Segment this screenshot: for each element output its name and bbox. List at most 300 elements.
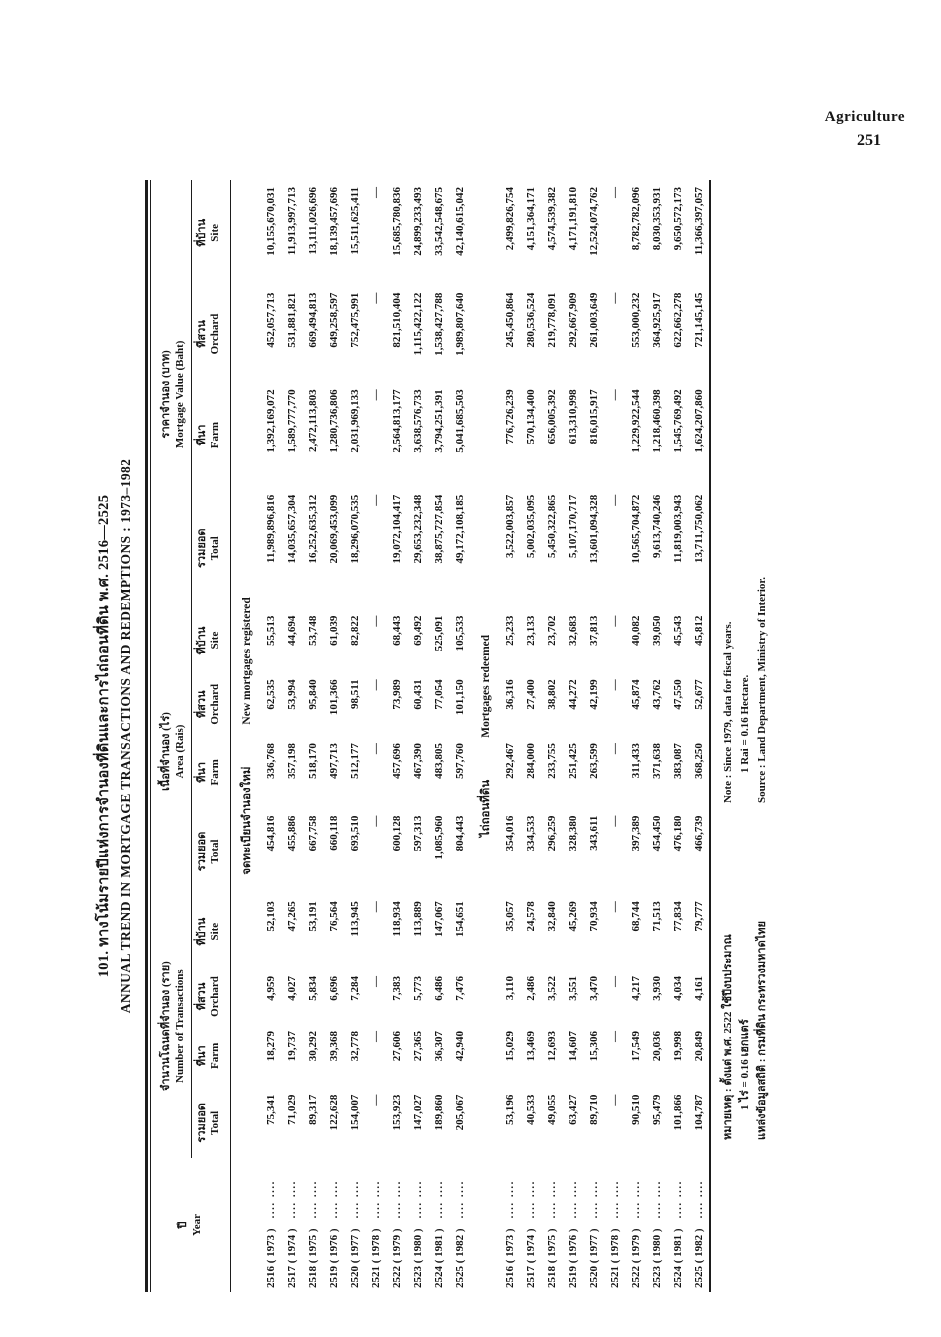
table-row — [646, 180, 667, 1292]
value-cell: — — [608, 389, 621, 401]
value-cell: — — [608, 679, 621, 691]
value-cell: 11,913,997,713 — [285, 187, 298, 256]
value-cell: 3,638,576,733 — [411, 389, 424, 453]
table-row — [583, 180, 604, 1292]
year-label: 2520 ( 1977 ) — [348, 1228, 361, 1288]
value-cell: 364,925,917 — [650, 292, 663, 348]
column-header-year: ปี Year — [151, 1158, 231, 1292]
value-cell: 32,683 — [566, 615, 579, 646]
value-cell: 8,030,353,931 — [650, 187, 663, 251]
value-cell: 7,284 — [348, 976, 361, 1001]
section-title-english: New mortgages registered — [240, 597, 253, 725]
value-cell: 14,607 — [566, 1030, 579, 1062]
value-cell: 292,667,909 — [566, 292, 579, 348]
leader-dots: .... .... — [608, 1180, 621, 1219]
value-cell: 5,773 — [411, 976, 424, 1001]
table-row — [281, 180, 302, 1292]
value-cell: 42,199 — [587, 679, 600, 710]
year-label: 2524 ( 1981 ) — [432, 1228, 445, 1288]
value-cell: 3,794,251,391 — [432, 389, 445, 453]
value-cell: 69,492 — [411, 615, 424, 646]
footnote-english-line: 1 Rai = 0.16 Hectare. — [739, 674, 752, 774]
group-header-area: เนื้อที่จำนอง (ไร่) Area (Rais) — [151, 609, 192, 895]
year-cell — [302, 1158, 323, 1292]
chapter-label: Agriculture — [824, 109, 905, 125]
year-label: 2517 ( 1974 ) — [285, 1228, 298, 1288]
value-cell: 804,443 — [453, 815, 466, 852]
value-cell: 10,155,670,031 — [264, 187, 277, 256]
value-cell: — — [369, 901, 382, 913]
leader-dots: .... .... — [369, 1180, 382, 1219]
value-cell: 113,889 — [411, 901, 424, 937]
value-cell: 20,069,453,099 — [327, 494, 340, 564]
value-cell: 24,578 — [524, 901, 537, 932]
leader-dots: .... .... — [671, 1180, 684, 1219]
value-cell: 2,472,113,803 — [306, 389, 319, 452]
value-cell: 37,813 — [587, 615, 600, 646]
value-cell: 693,510 — [348, 815, 361, 852]
footnote-thai-line: แหล่งข้อมูลสถิติ : กรมที่ดิน กระทรวงมหาดไทย — [756, 921, 769, 1140]
leader-dots: .... .... — [545, 1180, 558, 1219]
value-cell: 467,390 — [411, 743, 424, 779]
section-title-thai: จดทะเบียนจำนองใหม่ — [240, 766, 253, 875]
subheader-site: ที่บ้าน Site — [191, 180, 231, 286]
value-cell: 32,778 — [348, 1030, 361, 1062]
value-cell: 7,476 — [453, 976, 466, 1001]
value-cell: 261,003,649 — [587, 292, 600, 348]
value-cell: 19,737 — [285, 1030, 298, 1062]
value-cell: 53,196 — [503, 1094, 516, 1125]
table-row — [365, 180, 386, 1292]
value-cell: 328,380 — [566, 815, 579, 852]
value-cell: 553,000,232 — [629, 292, 642, 348]
value-cell: 47,550 — [671, 679, 684, 710]
year-label: 2519 ( 1976 ) — [566, 1228, 579, 1288]
table-title — [92, 180, 134, 1292]
value-cell: 251,425 — [566, 743, 579, 779]
section-title-english: Mortgages redeemed — [479, 634, 492, 738]
value-cell: 776,726,239 — [503, 389, 516, 445]
value-cell: 371,638 — [650, 743, 663, 779]
year-label: 2518 ( 1975 ) — [306, 1228, 319, 1288]
value-cell: 113,945 — [348, 901, 361, 937]
value-cell: 11,819,003,943 — [671, 494, 684, 563]
table-row — [323, 180, 344, 1292]
section-header — [470, 180, 499, 1292]
value-cell: 40,533 — [524, 1094, 537, 1125]
value-cell: 454,816 — [264, 815, 277, 852]
year-label: 2520 ( 1977 ) — [587, 1228, 600, 1288]
subheader-farm: ที่นา Farm — [191, 1024, 231, 1088]
year-label: 2524 ( 1981 ) — [671, 1228, 684, 1288]
value-cell: 219,778,091 — [545, 292, 558, 348]
section-header-row — [470, 180, 499, 1292]
value-cell: 233,755 — [545, 743, 558, 779]
value-cell: 62,535 — [264, 679, 277, 710]
value-cell: 649,258,597 — [327, 292, 340, 348]
year-cell — [428, 1158, 449, 1292]
value-cell: 1,115,422,122 — [411, 292, 424, 356]
value-cell: 147,067 — [432, 901, 445, 938]
value-cell: — — [369, 679, 382, 691]
footnote-thai-line: หมายเหตุ : ตั้งแต่ พ.ศ. 2522 ใช้ปีงบประมาณ — [722, 934, 734, 1140]
value-cell: 3,470 — [587, 976, 600, 1001]
value-cell: 721,145,145 — [692, 292, 705, 348]
subheader-total: รวมยอด Total — [191, 809, 231, 895]
value-cell: 29,653,232,348 — [411, 494, 424, 564]
value-cell: 43,762 — [650, 679, 663, 710]
value-cell: 18,296,070,535 — [348, 494, 361, 564]
leader-dots: .... .... — [432, 1180, 445, 1219]
value-cell: 455,886 — [285, 815, 298, 852]
value-cell: 11,989,896,816 — [264, 494, 277, 563]
rotated-table-sheet — [86, 180, 844, 1292]
value-cell: 4,027 — [285, 976, 298, 1001]
leader-dots: .... .... — [566, 1180, 579, 1219]
section-header — [231, 180, 261, 1292]
value-cell: 30,292 — [306, 1030, 319, 1062]
footnotes — [720, 180, 771, 1292]
value-cell: — — [369, 292, 382, 304]
value-cell: 18,139,457,696 — [327, 187, 340, 256]
value-cell: 1,545,769,492 — [671, 389, 684, 453]
value-cell: 53,191 — [306, 901, 319, 932]
value-cell: 27,365 — [411, 1030, 424, 1062]
leader-dots: .... .... — [264, 1180, 277, 1219]
value-cell: 6,696 — [327, 976, 340, 1001]
year-label: 2521 ( 1978 ) — [369, 1228, 382, 1288]
value-cell: — — [608, 976, 621, 988]
value-cell: 600,128 — [390, 815, 403, 852]
value-cell: 36,316 — [503, 679, 516, 710]
value-cell: 42,140,615,042 — [453, 187, 466, 256]
value-cell: 1,085,960 — [432, 815, 445, 860]
value-cell: 23,702 — [545, 615, 558, 646]
value-cell: 2,564,813,177 — [390, 389, 403, 453]
value-cell: 154,651 — [453, 901, 466, 938]
year-cell — [281, 1158, 302, 1292]
value-cell: 101,366 — [327, 679, 340, 716]
leader-dots: .... .... — [348, 1180, 361, 1219]
value-cell: 4,574,539,382 — [545, 187, 558, 251]
value-cell: 45,812 — [692, 615, 705, 646]
value-cell: 122,628 — [327, 1094, 340, 1131]
value-cell: 13,111,026,696 — [306, 187, 319, 255]
running-head — [825, 106, 905, 153]
year-cell — [520, 1158, 541, 1292]
value-cell: 476,180 — [671, 815, 684, 852]
value-cell: 1,280,736,806 — [327, 389, 340, 453]
value-cell: 5,041,685,503 — [453, 389, 466, 453]
value-cell: 13,711,750,062 — [692, 494, 705, 563]
year-label: 2516 ( 1973 ) — [503, 1228, 516, 1288]
value-cell: 1,624,207,860 — [692, 389, 705, 453]
value-cell: 5,107,170,717 — [566, 494, 579, 559]
year-cell — [667, 1158, 688, 1292]
value-cell: — — [608, 187, 621, 198]
value-cell: 45,874 — [629, 679, 642, 710]
value-cell: 597,313 — [411, 815, 424, 852]
year-cell — [604, 1158, 625, 1292]
value-cell: — — [369, 389, 382, 401]
value-cell: 39,368 — [327, 1030, 340, 1062]
table-header — [151, 180, 231, 1292]
value-cell: 343,611 — [587, 815, 600, 851]
value-cell: 71,513 — [650, 901, 663, 932]
value-cell: 368,250 — [692, 743, 705, 779]
year-label: 2523 ( 1980 ) — [650, 1228, 663, 1288]
leader-dots: .... .... — [285, 1180, 298, 1219]
year-cell — [260, 1158, 281, 1292]
value-cell: 118,934 — [390, 901, 403, 937]
value-cell: 10,565,704,872 — [629, 494, 642, 564]
leader-dots: .... .... — [650, 1180, 663, 1219]
table-row — [625, 180, 646, 1292]
value-cell: 1,229,922,544 — [629, 389, 642, 453]
value-cell: 36,307 — [432, 1030, 445, 1062]
table-row — [520, 180, 541, 1292]
value-cell: 656,005,392 — [545, 389, 558, 445]
year-label: 2522 ( 1979 ) — [390, 1228, 403, 1288]
value-cell: 334,533 — [524, 815, 537, 852]
value-cell: 13,469 — [524, 1030, 537, 1062]
table-row — [604, 180, 625, 1292]
value-cell: 20,036 — [650, 1030, 663, 1062]
table-row — [688, 180, 710, 1292]
value-cell: 95,479 — [650, 1094, 663, 1125]
subheader-orchard: ที่สวน Orchard — [191, 286, 231, 383]
value-cell: 68,443 — [390, 615, 403, 646]
value-cell: 52,677 — [692, 679, 705, 710]
value-cell: 42,940 — [453, 1030, 466, 1062]
value-cell: 5,002,035,095 — [524, 494, 537, 559]
value-cell: 245,450,864 — [503, 292, 516, 348]
value-cell: 292,467 — [503, 743, 516, 779]
value-cell: 4,034 — [671, 976, 684, 1001]
year-cell — [688, 1158, 710, 1292]
value-cell: 7,383 — [390, 976, 403, 1001]
value-cell: 296,259 — [545, 815, 558, 852]
value-cell: 12,693 — [545, 1030, 558, 1062]
value-cell: 452,057,713 — [264, 292, 277, 348]
footnote-thai — [720, 921, 771, 1140]
value-cell: 1,538,427,788 — [432, 292, 445, 356]
value-cell: 90,510 — [629, 1094, 642, 1125]
year-cell — [365, 1158, 386, 1292]
year-label: 2522 ( 1979 ) — [629, 1228, 642, 1288]
value-cell: — — [369, 976, 382, 988]
value-cell: 525,091 — [432, 615, 445, 652]
value-cell: 68,744 — [629, 901, 642, 932]
value-cell: 3,110 — [503, 976, 516, 1001]
value-cell: 27,400 — [524, 679, 537, 710]
year-cell — [407, 1158, 428, 1292]
table-row — [428, 180, 449, 1292]
value-cell: 570,134,400 — [524, 389, 537, 445]
value-cell: 4,151,364,171 — [524, 187, 537, 251]
value-cell: 89,710 — [587, 1094, 600, 1125]
value-cell: — — [608, 743, 621, 755]
value-cell: — — [608, 615, 621, 627]
value-cell: — — [369, 743, 382, 755]
value-cell: 32,840 — [545, 901, 558, 932]
table-row — [562, 180, 583, 1292]
value-cell: 457,696 — [390, 743, 403, 779]
table-body — [231, 180, 711, 1292]
value-cell: 53,748 — [306, 615, 319, 646]
value-cell: 454,450 — [650, 815, 663, 852]
value-cell: 44,272 — [566, 679, 579, 710]
value-cell: 82,822 — [348, 615, 361, 646]
value-cell: — — [608, 1030, 621, 1042]
value-cell: 466,739 — [692, 815, 705, 852]
value-cell: 70,934 — [587, 901, 600, 932]
value-cell: 77,834 — [671, 901, 684, 932]
value-cell: 667,758 — [306, 815, 319, 852]
value-cell: 77,054 — [432, 679, 445, 710]
leader-dots: .... .... — [327, 1180, 340, 1219]
group-header-transactions: จำนวนโฉนดที่จำนอง (ราย) Number of Transactions — [151, 894, 192, 1158]
value-cell: 49,055 — [545, 1094, 558, 1125]
value-cell: 44,694 — [285, 615, 298, 646]
leader-dots: .... .... — [411, 1180, 424, 1219]
subheader-orchard: ที่สวน Orchard — [191, 672, 231, 736]
year-label: 2523 ( 1980 ) — [411, 1228, 424, 1288]
value-cell: 383,087 — [671, 743, 684, 779]
leader-dots: .... .... — [524, 1180, 537, 1219]
section-title-thai: ไถ่ถอนที่ดิน — [479, 779, 492, 838]
value-cell: 154,007 — [348, 1094, 361, 1131]
year-label: 2521 ( 1978 ) — [608, 1228, 621, 1288]
value-cell: 101,866 — [671, 1094, 684, 1131]
value-cell: 1,218,460,398 — [650, 389, 663, 453]
value-cell: 512,177 — [348, 743, 361, 779]
value-cell: 2,031,969,133 — [348, 389, 361, 453]
value-cell: — — [369, 1030, 382, 1042]
leader-dots: .... .... — [587, 1180, 600, 1219]
value-cell: 336,768 — [264, 743, 277, 779]
footnote-thai-line: 1 ไร่ = 0.16 เฮกแตร์ — [739, 1019, 752, 1110]
subheader-orchard: ที่สวน Orchard — [191, 969, 231, 1024]
subheader-farm: ที่นา Farm — [191, 736, 231, 809]
value-cell: 3,551 — [566, 976, 579, 1001]
table-row — [541, 180, 562, 1292]
table-row — [344, 180, 365, 1292]
value-cell: 52,103 — [264, 901, 277, 932]
year-cell — [562, 1158, 583, 1292]
value-cell: 38,802 — [545, 679, 558, 710]
leader-dots: .... .... — [629, 1180, 642, 1219]
table-row — [260, 180, 281, 1292]
value-cell: 8,782,782,096 — [629, 187, 642, 251]
value-cell: 38,875,727,854 — [432, 494, 445, 564]
leader-dots: .... .... — [692, 1180, 705, 1219]
value-cell: 660,118 — [327, 815, 340, 851]
value-cell: 5,834 — [306, 976, 319, 1001]
value-cell: 49,172,108,185 — [453, 494, 466, 564]
value-cell: 45,543 — [671, 615, 684, 646]
value-cell: 61,039 — [327, 615, 340, 646]
value-cell: 2,499,826,754 — [503, 187, 516, 251]
value-cell: 497,713 — [327, 743, 340, 779]
value-cell: 11,366,397,057 — [692, 187, 705, 256]
value-cell: 483,805 — [432, 743, 445, 779]
value-cell: 357,198 — [285, 743, 298, 779]
value-cell: 4,959 — [264, 976, 277, 1001]
year-cell — [323, 1158, 344, 1292]
value-cell: 354,016 — [503, 815, 516, 852]
value-cell: 613,310,998 — [566, 389, 579, 445]
value-cell: 73,989 — [390, 679, 403, 710]
value-cell: 816,015,917 — [587, 389, 600, 445]
value-cell: — — [369, 187, 382, 198]
value-cell: 531,881,821 — [285, 292, 298, 348]
value-cell: 4,161 — [692, 976, 705, 1001]
year-cell — [344, 1158, 365, 1292]
value-cell: 13,601,094,328 — [587, 494, 600, 564]
table-row — [449, 180, 470, 1292]
value-cell: 189,860 — [432, 1094, 445, 1131]
value-cell: 1,989,807,640 — [453, 292, 466, 356]
value-cell: 6,486 — [432, 976, 445, 1001]
table-row — [302, 180, 323, 1292]
table-title-thai: 101. ทางโน้มรายปีแห่งการจำนองที่ดินและการไถ่ถอนที่ดิน พ.ศ. 2516—2525 — [96, 494, 112, 978]
value-cell: 518,170 — [306, 743, 319, 779]
value-cell: 105,533 — [453, 615, 466, 652]
value-cell: 205,067 — [453, 1094, 466, 1131]
table-row — [667, 180, 688, 1292]
footnote-english-line: Note : Since 1979, data for fiscal years. — [722, 621, 734, 804]
value-cell: 15,029 — [503, 1030, 516, 1062]
value-cell: 19,072,104,417 — [390, 494, 403, 564]
leader-dots: .... .... — [503, 1180, 516, 1219]
value-cell: 79,777 — [692, 901, 705, 932]
value-cell: 622,662,278 — [671, 292, 684, 348]
value-cell: — — [369, 1094, 382, 1106]
table-wrap — [145, 180, 711, 1292]
year-cell — [386, 1158, 407, 1292]
value-cell: 821,510,404 — [390, 292, 403, 348]
value-cell: 3,930 — [650, 976, 663, 1001]
value-cell: 24,899,233,493 — [411, 187, 424, 256]
value-cell: 16,252,635,312 — [306, 494, 319, 564]
value-cell: 280,536,524 — [524, 292, 537, 348]
value-cell: 45,269 — [566, 901, 579, 932]
value-cell: 597,760 — [453, 743, 466, 779]
value-cell: 101,150 — [453, 679, 466, 716]
value-cell: 397,389 — [629, 815, 642, 852]
value-cell: 263,599 — [587, 743, 600, 779]
value-cell: 33,542,548,675 — [432, 187, 445, 256]
value-cell: 669,494,813 — [306, 292, 319, 348]
year-label: 2525 ( 1982 ) — [453, 1228, 466, 1288]
value-cell: — — [608, 1094, 621, 1106]
year-label: 2525 ( 1982 ) — [692, 1228, 705, 1288]
value-cell: 1,589,777,770 — [285, 389, 298, 453]
value-cell: 3,522,003,857 — [503, 494, 516, 559]
year-label: 2516 ( 1973 ) — [264, 1228, 277, 1288]
value-cell: 76,564 — [327, 901, 340, 932]
value-cell: 63,427 — [566, 1094, 579, 1125]
year-cell — [625, 1158, 646, 1292]
mortgage-statistics-table — [150, 180, 711, 1292]
year-label: 2519 ( 1976 ) — [327, 1228, 340, 1288]
value-cell: 284,000 — [524, 743, 537, 779]
page-number: 251 — [857, 131, 881, 149]
value-cell: 89,317 — [306, 1094, 319, 1125]
value-cell: 15,685,780,836 — [390, 187, 403, 256]
value-cell: 3,522 — [545, 976, 558, 1001]
